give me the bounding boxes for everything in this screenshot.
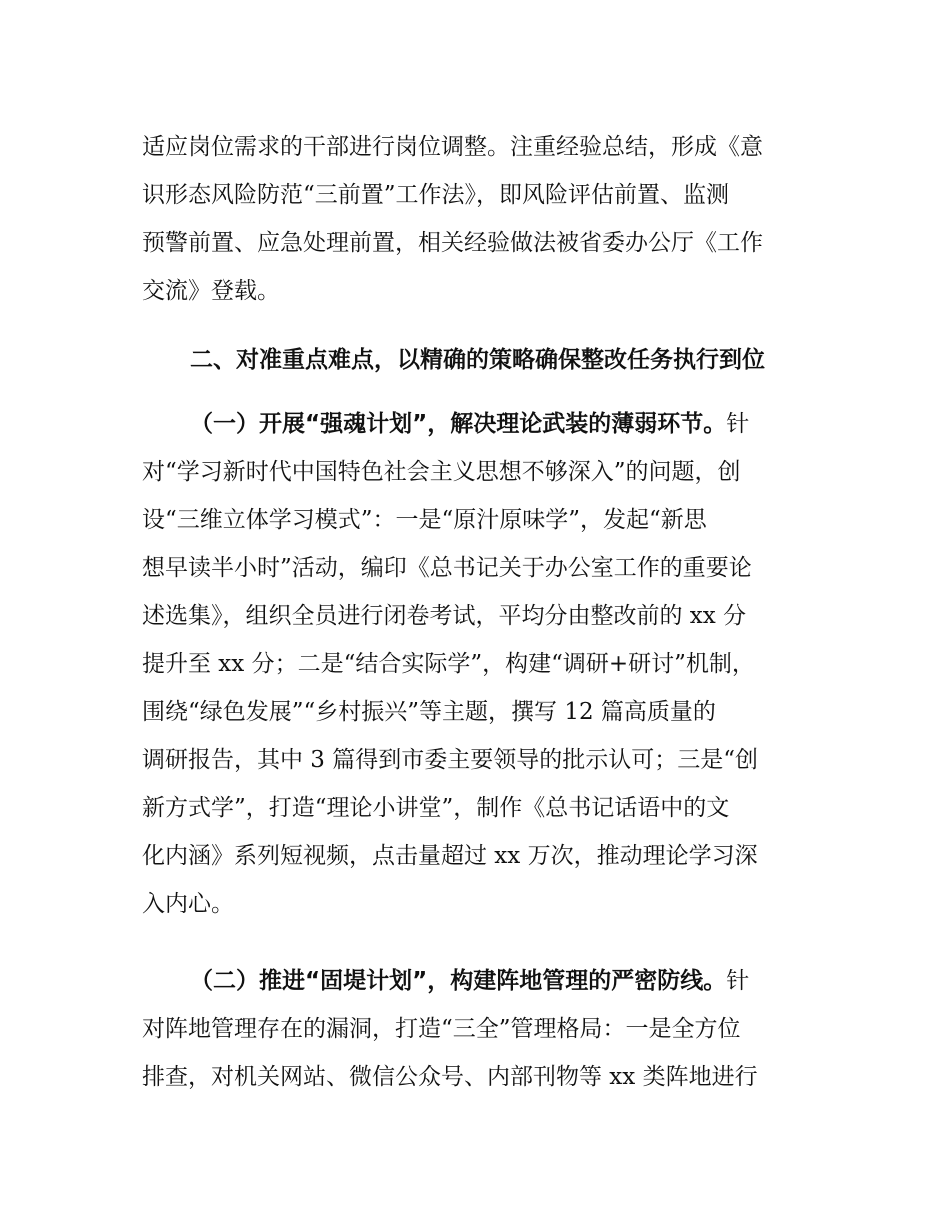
paragraph-line: 想早读半小时”活动，编印《总书记关于办公室工作的重要论: [142, 555, 752, 581]
paragraph-continuation: 针: [726, 968, 750, 994]
subsection-heading-2: （二）推进“固堤计划”，构建阵地管理的严密防线。: [190, 968, 727, 994]
paragraph-line: 入内心。: [142, 891, 234, 917]
paragraph-line: 适应岗位需求的干部进行岗位调整。注重经验总结，形成《意: [142, 134, 763, 160]
subsection-heading-line: [190, 956, 830, 1006]
subsection-heading-line: [190, 399, 830, 449]
paragraph-line: 设“三维立体学习模式”：一是“原汁原味学”，发起“新思: [142, 507, 707, 533]
paragraph-line: 新方式学”，打造“理论小讲堂”，制作《总书记话语中的文: [142, 795, 730, 821]
paragraph-line: 预警前置、应急处理前置，相关经验做法被省委办公厅《工作: [142, 230, 763, 256]
paragraph-line: 化内涵》系列短视频，点击量超过 xx 万次，推动理论学习深: [142, 843, 758, 869]
paragraph-line: 排查，对机关网站、微信公众号、内部刊物等 xx 类阵地进行: [142, 1064, 758, 1090]
paragraph-continuation: 针: [726, 411, 750, 437]
subsection-heading-1: （一）开展“强魂计划”，解决理论武装的薄弱环节。: [190, 411, 727, 437]
paragraph-line: 述选集》，组织全员进行闭卷考试，平均分由整改前的 xx 分: [142, 603, 747, 629]
paragraph-line: 识形态风险防范“三前置”工作法》，即风险评估前置、监测: [142, 182, 730, 208]
paragraph-line: 围绕“绿色发展”“乡村振兴”等主题，撰写 12 篇高质量的: [142, 699, 716, 725]
paragraph-line: 对“学习新时代中国特色社会主义思想不够深入”的问题，创: [142, 459, 741, 485]
section-heading: 二、对准重点难点，以精确的策略确保整改任务执行到位: [190, 347, 765, 373]
paragraph-line: 调研报告，其中 3 篇得到市委主要领导的批示认可；三是“创: [142, 747, 759, 773]
paragraph-line: 提升至 xx 分；二是“结合实际学”，构建“调研+研讨”机制，: [142, 651, 755, 677]
paragraph-line: 对阵地管理存在的漏洞，打造“三全”管理格局：一是全方位: [142, 1016, 741, 1042]
paragraph-line: 交流》登载。: [142, 278, 280, 304]
